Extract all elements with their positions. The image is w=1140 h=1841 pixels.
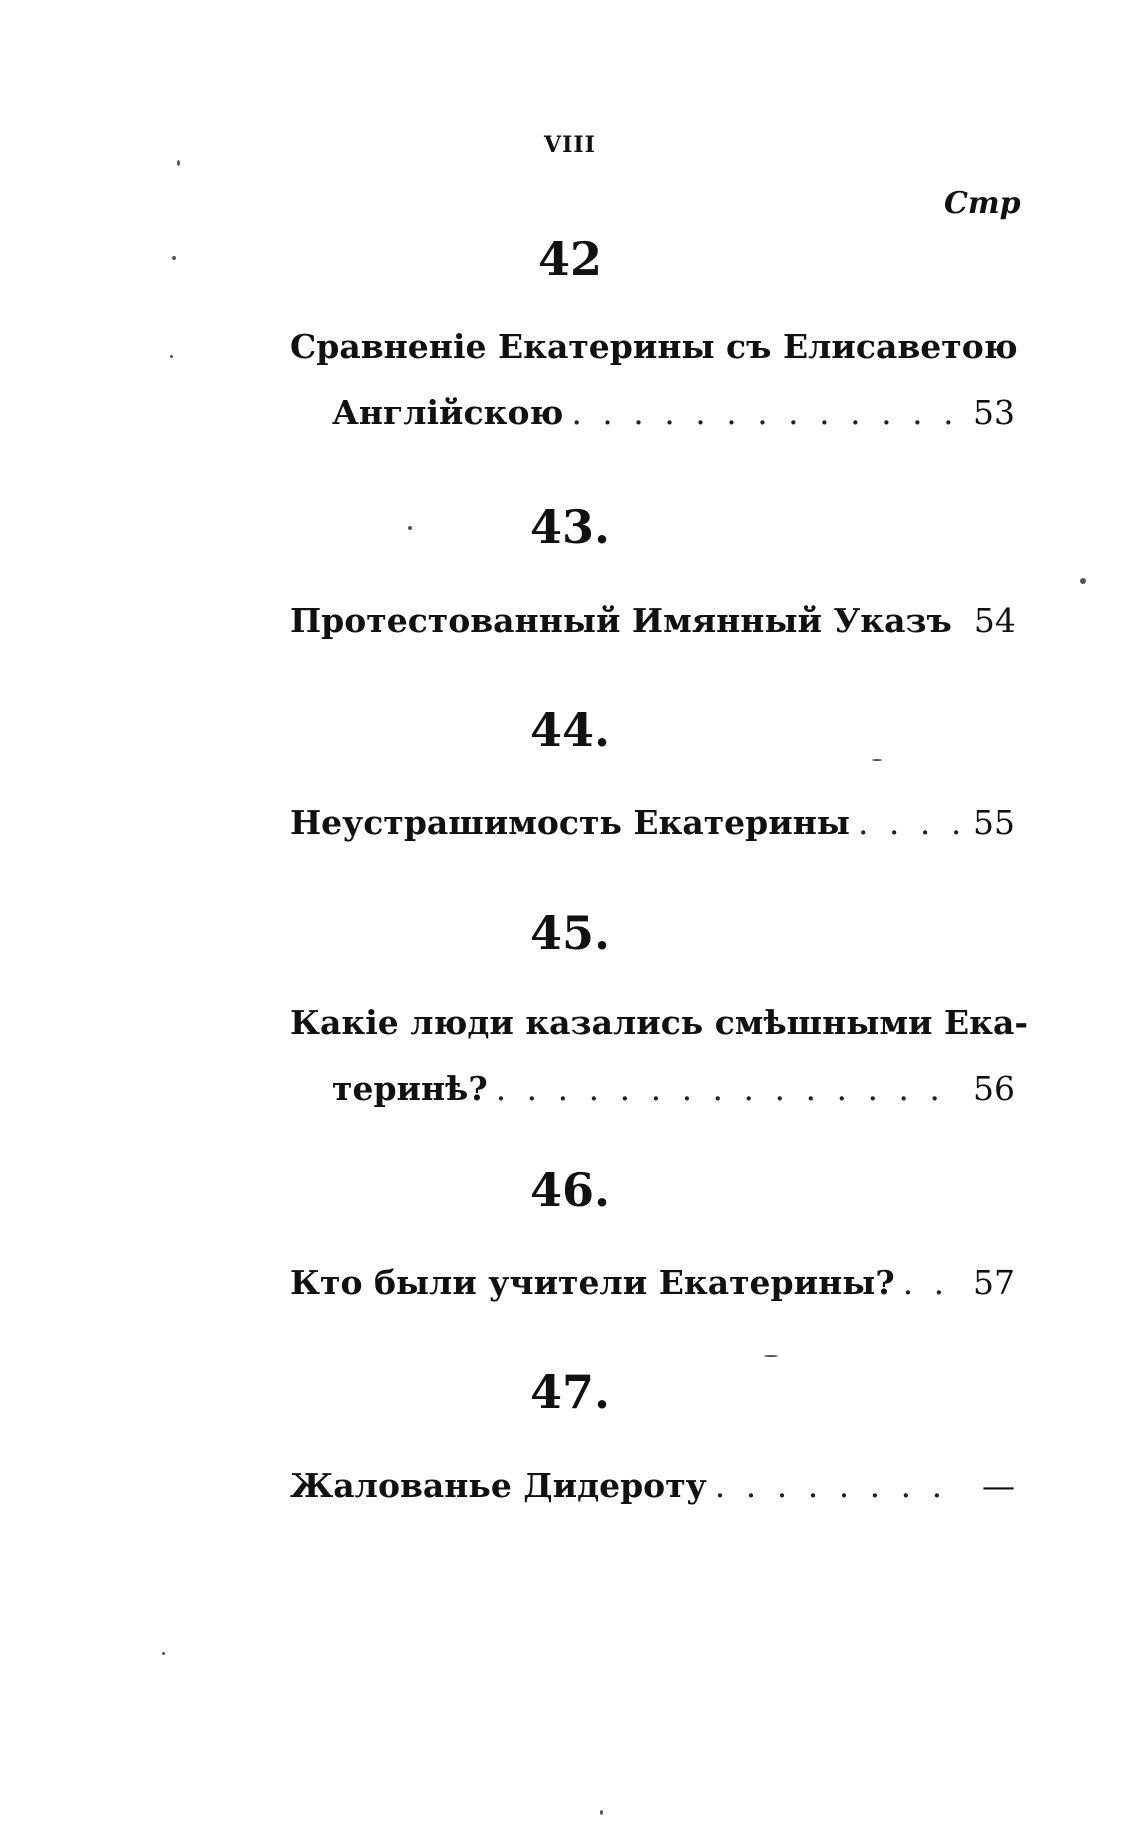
toc-entry xyxy=(290,1250,1015,1316)
toc-entry-last-line xyxy=(290,1453,1015,1519)
page-column-label: Стр xyxy=(944,186,1021,221)
toc-page-number: 57 xyxy=(973,1263,1015,1302)
scan-speck xyxy=(408,526,412,530)
toc-entry-title: Жалованье Дидероту xyxy=(290,1466,707,1505)
toc-entry-title: Кто были учители Екатерины? xyxy=(290,1263,895,1302)
toc-entry xyxy=(290,1453,1015,1519)
scan-speck xyxy=(177,160,180,166)
section-number: 45. xyxy=(529,906,611,960)
toc-entry xyxy=(290,990,1029,1122)
toc-entry xyxy=(290,314,1018,446)
dot-leader xyxy=(715,1453,959,1519)
toc-entry-title: Какіе люди казались смѣшными Ека- xyxy=(290,1003,1029,1042)
dot-leader xyxy=(903,1250,959,1316)
section-number: 43. xyxy=(529,500,611,554)
dot-leader xyxy=(858,790,959,856)
page-folio: VIII xyxy=(544,132,596,158)
scan-speck xyxy=(600,1810,603,1815)
toc-entry-title: Англійскою xyxy=(332,393,564,432)
dot-leader xyxy=(571,380,959,446)
section-number: 42 xyxy=(537,232,602,286)
dot-leader xyxy=(496,1056,959,1122)
scan-speck xyxy=(872,759,882,761)
scan-speck xyxy=(162,1652,165,1655)
toc-entry-last-line xyxy=(290,790,1015,856)
scan-speck xyxy=(170,355,173,358)
toc-entry xyxy=(290,588,1015,654)
toc-page-number: 56 xyxy=(973,1069,1015,1108)
toc-page-number: 54 xyxy=(973,601,1016,640)
section-number: 44. xyxy=(529,703,611,757)
toc-page-number: 53 xyxy=(973,393,1015,432)
scan-speck xyxy=(1080,578,1086,584)
toc-entry-last-line xyxy=(290,380,1015,446)
toc-entry-last-line xyxy=(290,1056,1015,1122)
scan-speck xyxy=(764,1355,778,1357)
toc-entry xyxy=(290,790,1015,856)
section-number: 46. xyxy=(529,1163,611,1217)
toc-entry-title: теринѣ? xyxy=(332,1069,488,1108)
toc-entry-title-line xyxy=(290,990,1029,1056)
toc-entry-last-line xyxy=(290,1250,1015,1316)
scan-speck xyxy=(172,256,176,260)
toc-entry-title: Протестованный Имянный Указъ xyxy=(290,601,952,640)
toc-entry-title: Неустрашимость Екатерины xyxy=(290,803,850,842)
toc-page-number: 55 xyxy=(973,803,1015,842)
toc-entry-title: Сравненіе Екатерины съ Елисаветою xyxy=(290,327,1018,366)
toc-entry-last-line xyxy=(290,588,1015,654)
section-number: 47. xyxy=(529,1365,611,1419)
toc-page-number: — xyxy=(982,1466,1015,1505)
toc-entry-title-line xyxy=(290,314,1018,380)
